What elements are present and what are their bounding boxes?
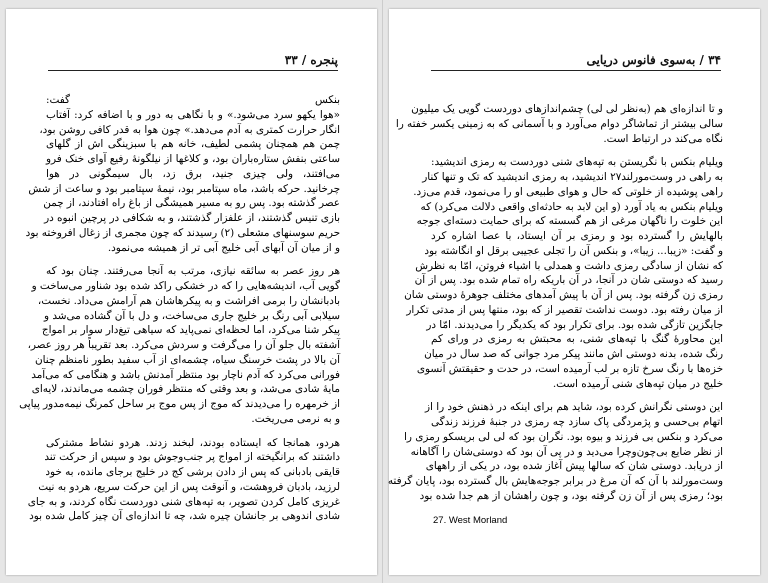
paragraph-gap	[431, 146, 723, 155]
text-line: بادبانشان را برمی افراشت و به پیکرهاشان هم آرامش می‌داد. نخست،	[37, 294, 340, 307]
text-line: این محاورهٔ گنگ با تپه‌های شنی، به محبتش به رمزی در ورای کم	[431, 333, 723, 346]
text-line: انگار حرارت کمتری به آدم می‌دهد.» چون هوا به قدر کافی روشن بود،	[39, 123, 340, 136]
text-line: ویلیام بنکس با نگریستن به تپه‌های شنی دوردست به رمزی اندیشید:	[431, 156, 723, 169]
text-line: عصر گذشته بود. پس رو به مسیر همیشگی از باغ راه افتادند، از چمن	[43, 197, 340, 210]
paragraph	[395, 102, 723, 146]
text-line: بالهایش را گسترده بود و رمزی بر آن ایستاد، با عصا اشاره کرد	[431, 230, 723, 242]
paragraph-gap	[46, 255, 340, 264]
text-line: و به نرمی می‌ریخت.	[251, 412, 340, 425]
right-page	[389, 9, 760, 575]
paragraph	[404, 155, 723, 391]
text-line: حریم سوسنهای مشعلی (۲) رسیدند که چون مجمری از زغال افروخته بود	[25, 226, 340, 239]
text-line: هردو، همانجا که ایستاده بودند، لبخند زدند. هردو نشاط مشترکی	[46, 436, 340, 449]
text-line: قایقی بادبانی که پس از دادن برشی کج در خلیج برجای مانده، به خود	[45, 466, 340, 478]
paragraph	[387, 400, 723, 503]
text-line: خلیج در میان تپه‌های شنی آرمیده است.	[552, 377, 723, 390]
text-line: و از میان آن آبهای آبی خلیج آبی تر از همیشه می‌نمود.	[107, 241, 340, 254]
text-line: خزه‌ها با رنگ سرخ تازه بر لب آرمیده است، در حدت و حقیقتش آنسوی	[416, 362, 723, 375]
text-line: رمزی زن گرفته بود. پس از آن با پیش آمدهای مختلف جوهرهٔ دوستی شان	[404, 289, 723, 301]
page-header	[431, 53, 721, 67]
text-line: بود؛ رمزی پس از آن زن گرفته بود، و چون راهشان از هم جدا شده بود	[419, 489, 723, 502]
text-line: بازی تنیس گذشتند، از علفزار گذشتند، و به شکافی در پرچین انبوه در	[44, 212, 340, 224]
running-title: ۳۴ / به‌سوی فانوس دریایی	[586, 53, 721, 67]
text-line: «هوا یکهو سرد می‌شود.» و با نگاهی به دور و با اضافه کرد: آفتاب	[46, 108, 340, 121]
footnote: 27. West Morland	[433, 515, 508, 526]
text-line: می‌افتند، ولی چیزی جنید، برق زد، بال سیمگونی در هوا	[46, 167, 340, 180]
text-line: آن بالا در پشت خرسنگ سیاه، چشمه‌ای از آب سفید بطور نامنظم چنان	[34, 353, 340, 366]
text-line: راهی پوشیده از خلوتی که حال و هوای طبیعی او را می‌نمود، قدم می‌زد.	[413, 185, 723, 198]
text-line: سالی بیشتر از تماشاگر دوام می‌آورد و با آسمانی که به زمینی یکسر خفته را	[395, 117, 723, 130]
paragraph	[19, 264, 340, 426]
paragraph-gap	[46, 427, 340, 436]
text-line: این دوستی نگرانش کرده بود، شاید هم برای اینکه در ذهنش خود را از	[425, 401, 723, 414]
text-line: شادی اندوهی بر جانشان چیره شد، چه تا اندازه‌ای آن چیز کامل شده بود	[29, 510, 340, 523]
text-line: جایگزین تازگی شده بود. برای تکرار بود که یکدیگر را می‌دیدند. امّا در	[426, 318, 723, 331]
header-rule	[48, 70, 338, 71]
paragraph-gap	[431, 391, 723, 400]
text-line: مایهٔ شادی می‌شد، و بعد وقتی که منتظر فوران چشمه می‌ماندند، لایه‌ای	[31, 383, 340, 396]
text-line: ویلیام بنکس به یاد آورد (و این لابد به حادثه‌ای واقعی دلالت می‌کرد) که	[420, 200, 723, 213]
page-body	[19, 93, 340, 524]
text-line: رنگ شده، بدنه دوستی اش مانند پیکر مرد جوانی که صد سال در میان	[424, 348, 723, 360]
text-line: آشفته بال جلو آن را می‌گرفت و سردش می‌کرد. بعد تقریباً هر روز عصر،	[27, 339, 340, 351]
left-page	[6, 9, 377, 575]
text-line: وست‌مورلند با آن که آن مرغ در برابر جوجه‌هایش بال گسترده بود، پایان گرفته	[387, 475, 723, 487]
text-line: داشتند که برانگیخته از امواج پر جنب‌وجوش بود و سپس از حرکت تند	[44, 451, 340, 464]
page-header	[48, 53, 338, 67]
text-line: این خلوت را ناگهان مرغی از هم گسسته که برای حمایت دسته‌ای جوجه	[416, 215, 723, 228]
text-line: که نشان از سادگی رمزی داشت و همدلی با اشیاء فروتن، امّا به نظرش	[415, 259, 723, 272]
text-line: رسید که دوستی شان در آنجا، در آن باریکه راه تمام شده بود. پس از آن	[414, 274, 723, 287]
text-line: چرخانید. حرکه باشد، ماه سپتامبر بود، نیمهٔ سپتامبر بود و ساعت از شش	[28, 182, 340, 195]
text-line: گویی آب، اندیشه‌هایی را که در خشکی راکد شده بود شناور می‌ساخت و	[31, 280, 340, 292]
text-line: از میان رفته بود. دوست نداشت تقصیر از که بود، منتها پس از مدتی تکرار	[406, 303, 723, 316]
text-line: به راهی در وست‌مورلند۲۷ اندیشید، به رمزی اندیشید که تک و تنها کنار	[422, 171, 723, 183]
text-line: فورانی می‌کرد که آدم ناچار بود منتظر آمدنش باشد و هنگامی که می‌آمد	[31, 368, 340, 381]
text-line: و تا اندازه‌ای هم (به‌نظر لی لی) چشم‌اندازهای دوردست گویی یک میلیون	[411, 103, 723, 115]
text-line: پیکر شنا می‌کرد، اما لحظه‌ای نمی‌پاید که سیاهی تیغ‌دار سوار بر امواج	[41, 324, 340, 337]
text-line: از دریابد. دوستی شان که سالها پیش آغاز شده بود، در یکی از راههای	[425, 460, 723, 473]
running-title: پنجره / ۳۳	[284, 53, 338, 67]
text-line: غریزی کامل کردن تصویر، به تپه‌های شنی دوردست نگاه کردند، و به جای	[27, 495, 340, 508]
text-line: چمن هم همچنان پشمی لطیف، خانه هم با سبزینگی اش از گلهای	[46, 138, 340, 151]
paragraph	[25, 93, 340, 255]
text-line: هر روز عصر به سائقه نیازی، مرتب به آنجا می‌رفتند. چنان بود که	[46, 265, 340, 278]
text-line: لرزید، بادبان فروهشت، و آنوقت پس از این حرکت سریع، هردو به نیت	[38, 480, 340, 493]
text-line: اتهام بی‌حسی و پژمردگی پاک سازد چه رمزی در جنبهٔ فرزند زندگی	[431, 416, 723, 428]
book-gutter	[382, 0, 383, 583]
header-rule	[431, 70, 721, 71]
text-line: می‌کرد و بنکس بی فرزند و بیوه بود. نگران بود که لی لی بریسکو رمزی را	[404, 430, 723, 443]
page-body	[387, 102, 723, 504]
text-line: سیلابی آبی رنگ بر خلیج جاری می‌ساخت، و دل با آن گشاده می‌شد و	[44, 309, 340, 322]
text-line: ساعتی بنفش ستاره‌باران بود، و کلاغها از نیلگونهٔ رفیع آوای خنک فرو	[46, 153, 340, 165]
text-line: نگاه می‌کند در ارتباط است.	[603, 132, 723, 145]
paragraph	[27, 436, 340, 525]
text-line: و گفت: «زیبا... زیبا»، و بنکس آن را تجلی عجیبی برقل او انگاشته بود	[424, 244, 723, 257]
text-line: از خرمهره را می‌دیدند که موج از پس موج بر ساحل کمرنگ نیمه‌مدور پیاپی	[19, 398, 340, 410]
text-line: بنکس گفت:	[46, 94, 340, 106]
text-line: از نظر ضایع بی‌چون‌وچرا می‌دید و در پی آن بود که دوستی‌شان را آگاهانه	[410, 445, 723, 458]
